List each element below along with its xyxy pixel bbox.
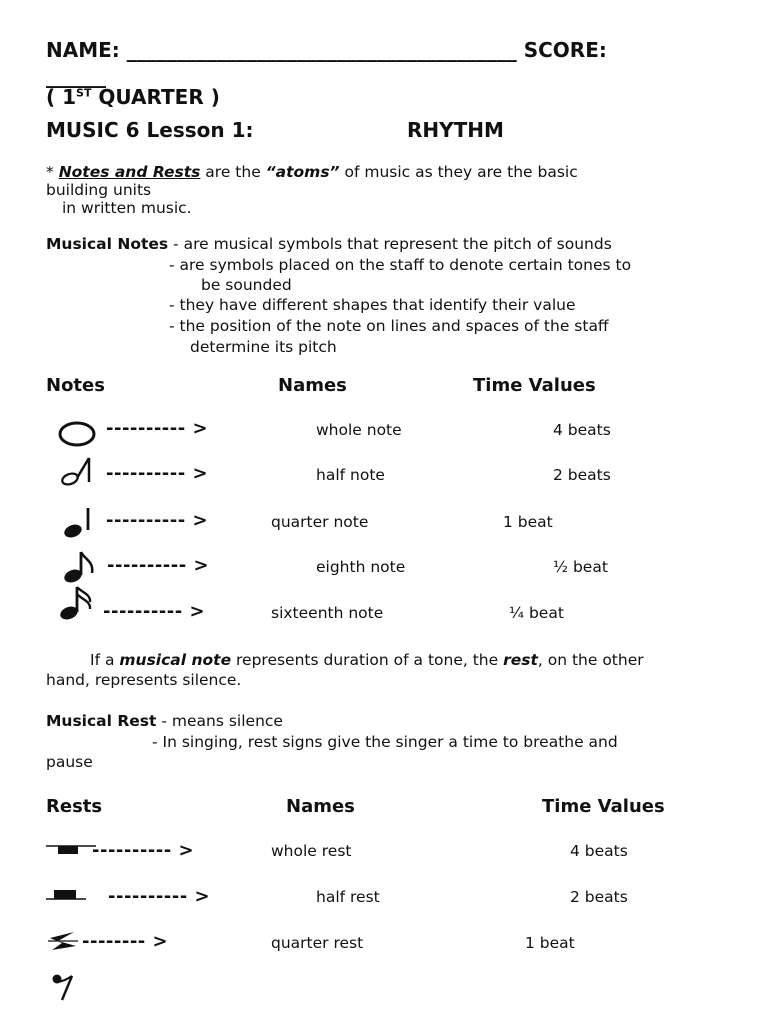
eighth-note-name: eighth note: [316, 558, 406, 576]
rest-def-line-3: pause: [46, 753, 93, 771]
score-blank: ______: [46, 64, 106, 88]
transition-term1: musical note: [119, 651, 232, 669]
quarter-note-arrow: ---------- >: [106, 510, 209, 531]
quarter-sup: ST: [76, 86, 92, 100]
rests-header-time-values: Time Values: [542, 796, 665, 817]
intro-bullet: *: [46, 163, 54, 181]
rest-def-line-1: [46, 712, 283, 730]
rest-def-rest: - means silence: [156, 712, 283, 730]
quarter-rest-arrow: -------- >: [82, 931, 169, 952]
sixteenth-note-name: sixteenth note: [271, 604, 384, 622]
transition-line-2: hand, represents silence.: [46, 671, 242, 689]
whole-rest-icon: [46, 842, 96, 858]
intro-line-1: [46, 163, 578, 181]
rest-def-term: Musical Rest: [46, 712, 157, 730]
notes-def-line-3: be sounded: [201, 276, 292, 294]
notes-def-line-6: determine its pitch: [190, 338, 337, 356]
score-label: SCORE:: [523, 38, 607, 62]
quarter-note-icon: [62, 506, 92, 538]
whole-note-name: whole note: [316, 421, 402, 439]
quarter-heading: [46, 85, 220, 109]
whole-note-value: 4 beats: [553, 421, 611, 439]
whole-note-arrow: ---------- >: [106, 418, 209, 439]
half-rest-name: half rest: [316, 888, 380, 906]
name-label: NAME:: [46, 38, 120, 62]
eighth-rest-icon: [50, 972, 78, 1002]
half-note-name: half note: [316, 466, 385, 484]
lesson-title: MUSIC 6 Lesson 1:: [46, 118, 254, 142]
eighth-note-icon: [62, 549, 98, 583]
transition-p2: represents duration of a tone, the: [231, 651, 504, 669]
intro-rest: of music as they are the basic: [339, 163, 578, 181]
eighth-note-value: ½ beat: [553, 558, 608, 576]
notes-header-time-values: Time Values: [473, 375, 596, 396]
topic-title: RHYTHM: [407, 118, 504, 142]
transition-p3: , on the other: [537, 651, 644, 669]
notes-def-line-2: - are symbols placed on the staff to denote certain tones to: [169, 256, 632, 274]
transition-line-1: [90, 651, 644, 669]
intro-term: Notes and Rests: [58, 163, 201, 181]
name-line: [46, 38, 607, 62]
intro-mid: are the: [200, 163, 266, 181]
notes-def-term: Musical Notes: [46, 235, 169, 253]
sixteenth-note-value: ¼ beat: [509, 604, 564, 622]
half-note-value: 2 beats: [553, 466, 611, 484]
rests-header-rests: Rests: [46, 796, 103, 817]
half-rest-icon: [46, 886, 90, 904]
transition-p1: If a: [90, 651, 120, 669]
quarter-open: ( 1: [46, 85, 77, 109]
half-rest-arrow: ---------- >: [108, 886, 211, 907]
eighth-note-arrow: ---------- >: [107, 555, 210, 576]
notes-def-line-4: - they have different shapes that identify their value: [169, 296, 576, 314]
notes-def-line-1: [46, 235, 612, 253]
rest-def-line-2: - In singing, rest signs give the singer a time to breathe and: [152, 733, 618, 751]
transition-term2: rest: [503, 651, 538, 669]
half-note-arrow: ---------- >: [106, 463, 209, 484]
quarter-rest-value: 1 beat: [525, 934, 575, 952]
sixteenth-note-icon: [58, 584, 96, 620]
notes-header-names: Names: [278, 375, 347, 396]
rests-header-names: Names: [286, 796, 355, 817]
whole-rest-value: 4 beats: [570, 842, 628, 860]
quarter-note-name: quarter note: [271, 513, 369, 531]
intro-atoms: “atoms”: [265, 163, 340, 181]
whole-rest-arrow: ---------- >: [92, 840, 195, 861]
whole-rest-name: whole rest: [271, 842, 352, 860]
quarter-rest-name: quarter rest: [271, 934, 364, 952]
quarter-rest-icon: [46, 928, 80, 954]
notes-def-rest: - are musical symbols that represent the pitch of sounds: [168, 235, 612, 253]
quarter-note-value: 1 beat: [503, 513, 553, 531]
notes-header-notes: Notes: [46, 375, 105, 396]
whole-note-icon: [56, 419, 98, 449]
intro-line-2: building units: [46, 181, 152, 199]
sixteenth-note-arrow: ---------- >: [103, 601, 206, 622]
intro-line-3: in written music.: [62, 199, 192, 217]
name-blank: _______________________________________: [126, 38, 517, 62]
notes-def-line-5: - the position of the note on lines and spaces of the staff: [169, 317, 609, 335]
quarter-rest: QUARTER ): [91, 85, 220, 109]
half-rest-value: 2 beats: [570, 888, 628, 906]
half-note-icon: [58, 456, 94, 486]
